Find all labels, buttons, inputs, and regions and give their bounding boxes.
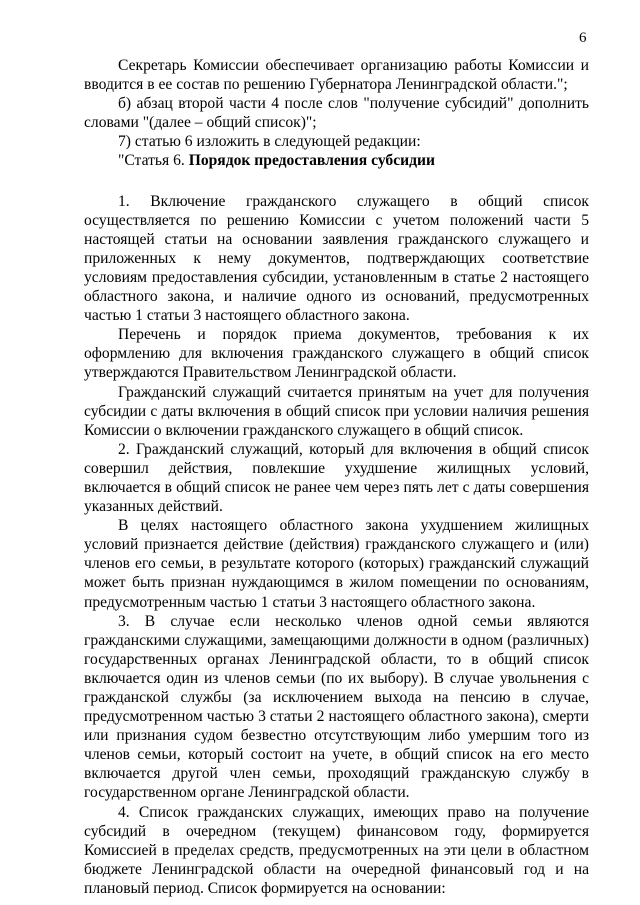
paragraph-part-4: 4. Список гражданских служащих, имеющих право на получение субсидий в очередном (текущем) финансовом году, формируется Комиссией в пределах средств, предусмотренных на эти цели в областном бюджете Ленинградской области на очередной финансовый год и на плановый период. Список формируется на основании: — [84, 803, 589, 897]
article-heading-prefix: "Статья 6. — [118, 152, 189, 170]
paragraph-documents-list: Перечень и порядок приема документов, требования к их оформлению для включения гражданского служащего в общий список утверждаются Правительством Ленинградской области. — [84, 326, 589, 382]
paragraph-secretary: Секретарь Комиссии обеспечивает организацию работы Комиссии и вводится в ее состав по решению Губернатора Ленинградской области."; — [84, 57, 589, 94]
paragraph-amendment-b: б) абзац второй части 4 после слов "получение субсидий" дополнить словами "(далее – общий список)"; — [84, 95, 589, 132]
paragraph-part-1: 1. Включение гражданского служащего в общий список осуществляется по решению Комиссии с учетом положений части 5 настоящей статьи на основании заявления гражданского служащего и приложенных к нему документов, подтверждающих соответствие условиям предоставления субсидии, установленным в статье 2 настоящего областного закона, и наличие одного из оснований, предусмотренных частью 1 статьи 3 настоящего областного закона. — [84, 192, 589, 325]
paragraph-worsening-definition: В целях настоящего областного закона ухудшением жилищных условий признается действие (действия) гражданского служащего и (или) членов его семьи, в результате которого (которых) гражданский служащий может быть признан нуждающимся в жилом помещении по основаниям, предусмотренным частью 1 статьи 3 настоящего областного закона. — [84, 517, 589, 611]
paragraph-part-3: 3. В случае если несколько членов одной семьи являются гражданскими служащими, замещающими должности в одном (различных) государственных органах Ленинградской области, то в общий список включается один из членов семьи (по их выбору). В случае увольнения с гражданской службы (за исключением выхода на пенсию в случае, предусмотренном частью 3 статьи 2 настоящего областного закона), смерти или признания судом безвестно отсутствующим либо умершим того из членов семьи, который состоит на учете, в общий список на его место включается другой член семьи, проходящий гражданскую службу в государственном органе Ленинградской области. — [84, 612, 589, 802]
page-number: 6 — [579, 30, 587, 46]
article-heading-title: Порядок предоставления субсидии — [188, 152, 435, 170]
paragraph-part-2: 2. Гражданский служащий, который для включения в общий список совершил действия, повлекшие ухудшение жилищных условий, включается в общий список не ранее чем через пять лет с даты совершения указанных действий. — [84, 440, 589, 516]
article-heading — [84, 151, 589, 170]
paragraph-amendment-7: 7) статью 6 изложить в следующей редакции: — [118, 133, 421, 151]
document-body — [84, 56, 589, 898]
paragraph-accepted-on-register: Гражданский служащий считается принятым на учет для получения субсидии с даты включения в общий список при условии наличия решения Комиссии о включении гражданского служащего в общий список. — [84, 383, 589, 439]
